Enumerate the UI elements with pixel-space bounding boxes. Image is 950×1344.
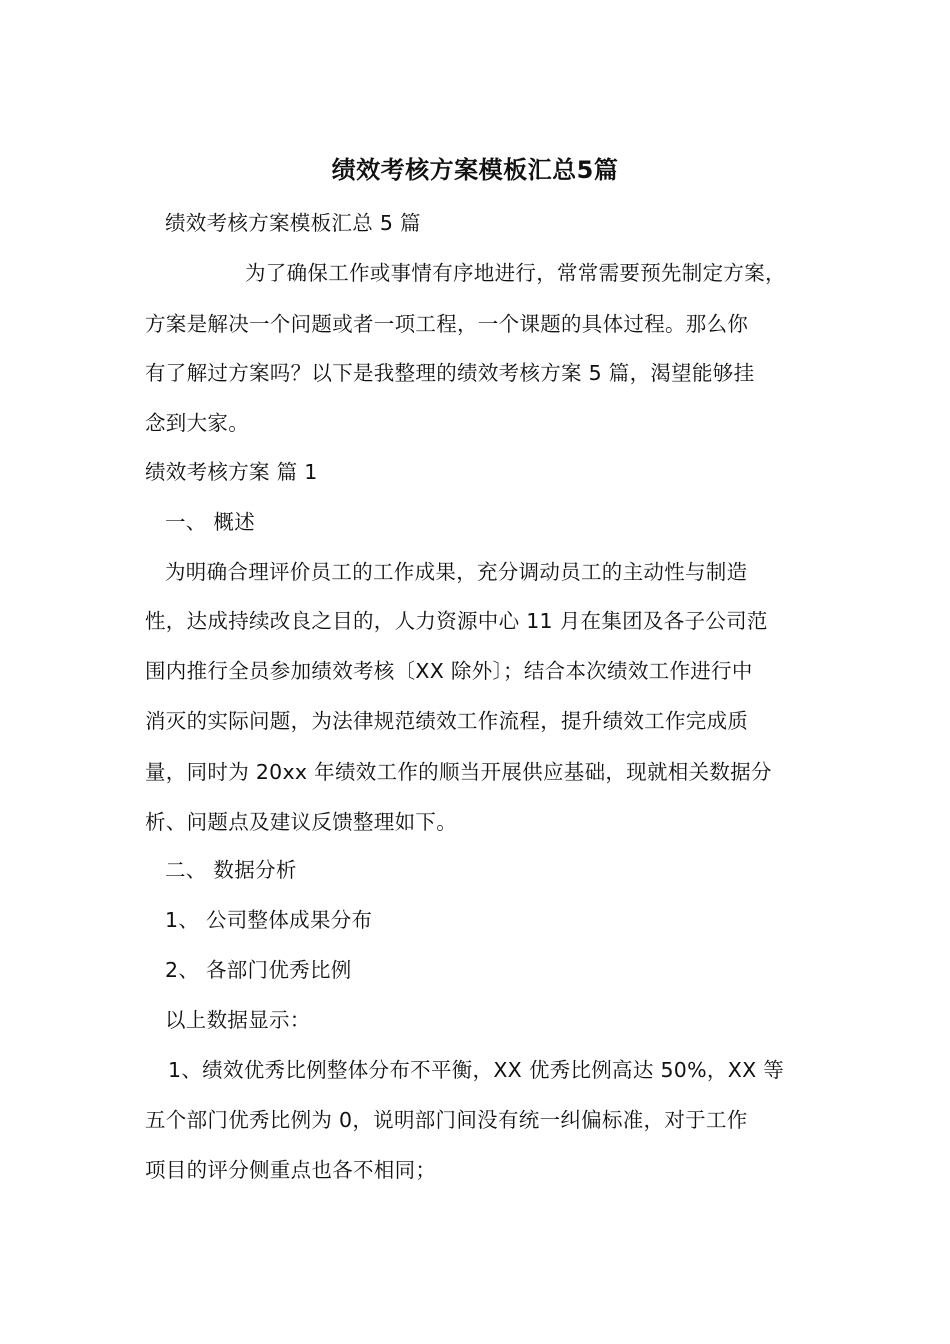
intro-line-1: 为了确保工作或事情有序地进行，常常需要预先制定方案， [245, 261, 786, 285]
overview-line-5: 量，同时为 20xx 年绩效工作的顺当开展供应基础，现就相关数据分 [145, 760, 772, 784]
overview-line-6: 析、问题点及建议反馈整理如下。 [145, 810, 457, 834]
intro-line-2: 方案是解决一个问题或者一项工程，一个课题的具体过程。那么你 [145, 312, 749, 336]
finding-line-3: 项目的评分侧重点也各不相同； [145, 1158, 437, 1182]
intro-line-4: 念到大家。 [145, 411, 249, 435]
list-item-2: 2、 各部门优秀比例 [165, 958, 352, 982]
list-item-1: 1、 公司整体成果分布 [165, 908, 373, 932]
overview-line-3: 围内推行全员参加绩效考核〔XX 除外〕；结合本次绩效工作进行中 [145, 659, 753, 683]
heading-data-analysis: 二、 数据分析 [165, 858, 297, 882]
overview-line-4: 消灭的实际问题，为法律规范绩效工作流程，提升绩效工作完成质 [145, 709, 749, 733]
finding-line-1: 1、绩效优秀比例整体分布不平衡，XX 优秀比例高达 50%，XX 等 [168, 1058, 785, 1082]
heading-overview: 一、 概述 [165, 510, 256, 534]
overview-line-1: 为明确合理评价员工的工作成果，充分调动员工的主动性与制造 [165, 560, 748, 584]
section-heading-plan-1: 绩效考核方案 篇 1 [145, 460, 318, 484]
finding-line-2: 五个部门优秀比例为 0，说明部门间没有统一纠偏标准，对于工作 [145, 1108, 748, 1132]
overview-line-2: 性，达成持续改良之目的，人力资源中心 11 月在集团及各子公司范 [145, 609, 768, 633]
data-shows-line: 以上数据显示： [165, 1008, 311, 1032]
document-title: 绩效考核方案模板汇总5篇 [331, 156, 619, 184]
intro-line-3: 有了解过方案吗？以下是我整理的绩效考核方案 5 篇，渴望能够挂 [145, 361, 755, 385]
subtitle-line: 绩效考核方案模板汇总 5 篇 [165, 211, 421, 235]
